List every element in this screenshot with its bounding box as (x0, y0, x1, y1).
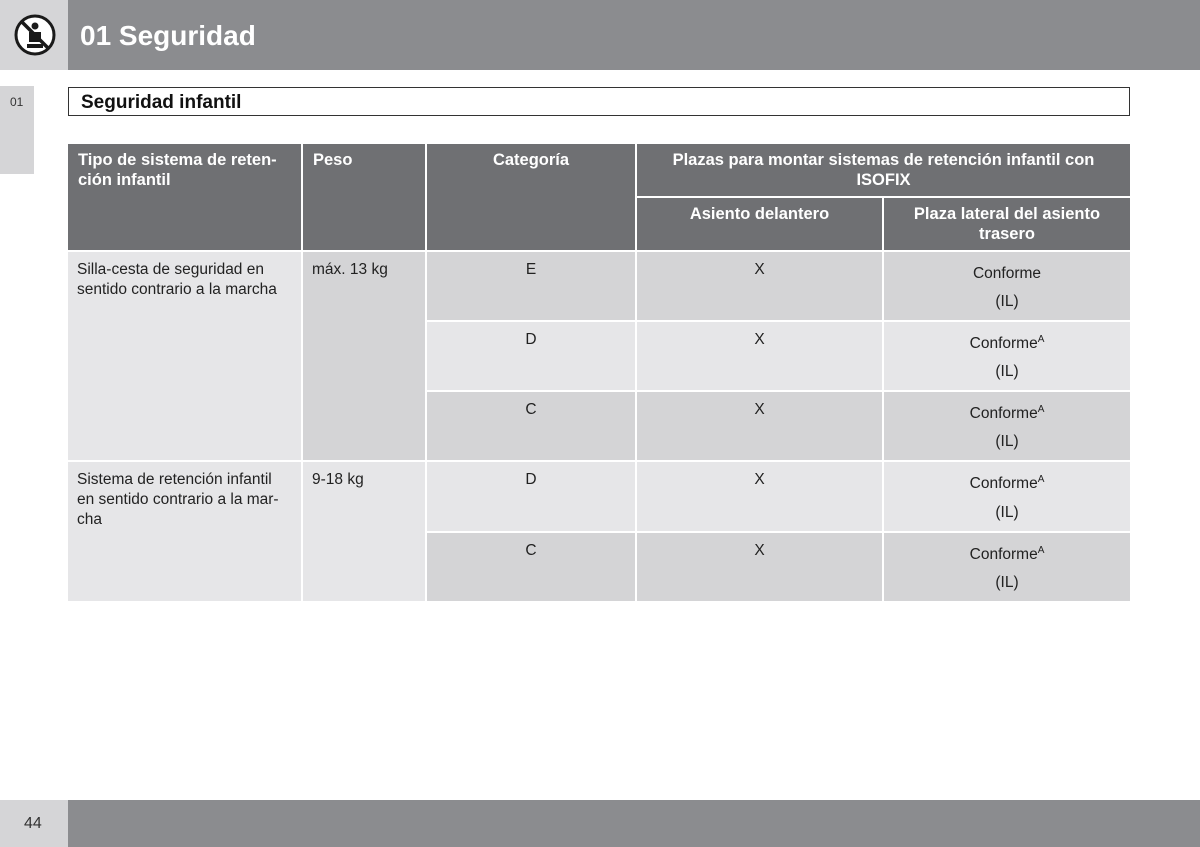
front-seat-cell: X (637, 252, 884, 322)
seatbelt-warning-icon (14, 14, 56, 56)
category-cell: D (427, 462, 637, 532)
row-weight-cell: 9-18 kg (303, 462, 427, 602)
rear-status: Conforme (969, 475, 1038, 493)
section-title: Seguridad infantil (81, 92, 242, 113)
rear-status: Conforme (969, 405, 1038, 423)
category-cell: C (427, 533, 637, 603)
front-seat-cell: X (637, 392, 884, 462)
col-header-rear-side: Plaza lateral del asiento trasero (884, 198, 1130, 252)
row-type-cell: Sistema de retención infantil en sentido contrario a la mar-cha (68, 462, 303, 602)
rear-note: (IL) (995, 293, 1019, 311)
col-header-front-seat: Asiento delantero (637, 198, 884, 252)
footnote-marker: A (1037, 404, 1045, 416)
front-seat-cell: X (637, 322, 884, 392)
footnote-marker: A (1037, 334, 1045, 346)
col-header-type: Tipo de sistema de reten-ción infantil (68, 144, 303, 252)
col-header-weight: Peso (303, 144, 427, 252)
footer-bar (68, 800, 1200, 847)
table-row (68, 252, 1130, 322)
page-title: 01 Seguridad (80, 20, 256, 51)
rear-side-cell (884, 322, 1130, 392)
col-header-isofix: Plazas para montar sistemas de retención infantil con ISOFIX (637, 144, 1130, 198)
category-cell: D (427, 322, 637, 392)
category-cell: E (427, 252, 637, 322)
chapter-tab (0, 86, 34, 174)
rear-status: Conforme (969, 545, 1038, 563)
rear-side-cell (884, 462, 1130, 532)
isofix-table (68, 144, 1130, 603)
rear-side-cell (884, 533, 1130, 603)
rear-status: Conforme (969, 335, 1038, 353)
rear-note: (IL) (995, 363, 1019, 381)
table-row (68, 462, 1130, 532)
footnote-marker: A (1037, 474, 1045, 486)
rear-note: (IL) (995, 573, 1019, 591)
footnote-marker: A (1037, 544, 1045, 556)
header-icon-panel (0, 0, 68, 70)
category-cell: C (427, 392, 637, 462)
front-seat-cell: X (637, 533, 884, 603)
page-number: 44 (24, 815, 42, 832)
rear-note: (IL) (995, 503, 1019, 521)
front-seat-cell: X (637, 462, 884, 532)
rear-side-cell (884, 392, 1130, 462)
row-type-cell: Silla-cesta de seguridad en sentido contrario a la marcha (68, 252, 303, 462)
section-heading (68, 87, 1130, 116)
rear-side-cell (884, 252, 1130, 322)
col-header-category: Categoría (427, 144, 637, 252)
chapter-tab-label: 01 (10, 95, 24, 109)
rear-note: (IL) (995, 433, 1019, 451)
footer-page-panel (0, 800, 68, 847)
row-weight-cell: máx. 13 kg (303, 252, 427, 462)
rear-status: Conforme (972, 265, 1042, 283)
